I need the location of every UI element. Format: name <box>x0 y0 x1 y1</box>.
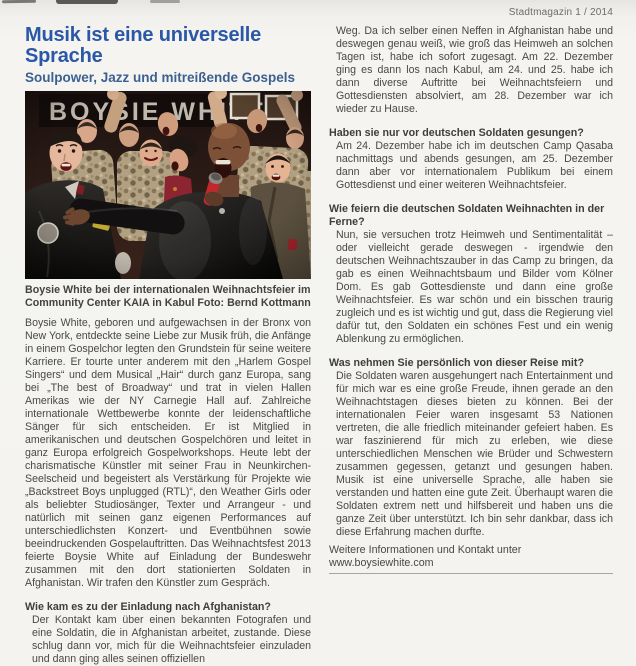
concert-photo-illustration <box>25 91 311 279</box>
scan-artifact <box>150 0 180 3</box>
qa-block-soldiers <box>329 127 613 192</box>
right-column <box>329 25 613 666</box>
scan-artifact <box>2 0 36 3</box>
intro-paragraph: Boysie White, geboren und aufgewachsen in der Bronx von New York, entdeckte seine Liebe zur Musik früh, die Anfänge in einem Gospelchor legten den Grundstein für seine weitere Karriere. Er tourte unter anderem mit den „Harlem Gospel Singers“ und dem Musical „Hair“ durch ganz Europa, sang bei „The best of Broadway“ und trat in vielen Hallen Amerikas wie der NY Carnegie Hall auf. Zahlreiche internationale Wettbewerbe konnte der leidenschaftliche Sänger für sich entscheiden. Er ist Mitglied in amerikanischen und deutschen Gospelchören und leitet in ganz Europa erfolgreich Gospelworkshops. Heute lebt der charismatische Künstler mit seiner Frau in Neunkirchen-Seelscheid und begeistert als Verstärkung für Projekte wie „Backstreet Boys unplugged (RTL)“, den Weather Girls oder als beliebter Studiosänger, Texter und Arrangeur - und natürlich mit seinen ganz eigenen Performances auf unterschiedlichsten Konzert- und Eventbühnen sowie beeindruckenden Gospelauftritten. Das Weihnachtsfest 2013 feierte Boysie White auf Einladung der Bundeswehr zusammen mit den dort stationierten Soldaten in Afghanistan. Wir trafen den Künstler zum Gespräch. <box>25 317 311 589</box>
article-title: Musik ist eine universelle Sprache <box>25 24 262 67</box>
answer-invitation-part1: Der Kontakt kam über einen bekannten Fotografen und eine Soldatin, die in Afghanistan arbeitet, zustande. Diese schlug dann vor, mich für die Weihnachtsfeier einzuladen und dann ging alles seinen offiziellen <box>32 614 311 665</box>
article-subtitle: Soulpower, Jazz und mitreißende Gospels <box>25 70 296 85</box>
answer-christmas: Nun, sie versuchen trotz Heimweh und Sentimentalität – oder vielleicht gerade deswegen - irgendwie den deutschen Weihnachtszauber in das Camp zu bringen, da gab es einen Weihnachtsbaum und Bilder vom Kölner Dom. Es gab Gottesdienste und dann eine große Weihnachtsfeier. Es war schön und ein bisschen traurig zugleich und es ist wichtig und gut, dass die Regierung viel dafür tut, den Soldaten ein schönes Fest und ein wenig Ablenkung zu ermöglichen. <box>336 229 613 345</box>
question-takeaway: Was nehmen Sie persönlich von dieser Reise mit? <box>329 357 584 369</box>
contact-line: Weitere Informationen und Kontakt unter www.boysiewhite.com <box>329 544 613 574</box>
article <box>25 25 613 666</box>
question-christmas: Wie feiern die deutschen Soldaten Weihnachten in der Ferne? <box>329 203 605 228</box>
scan-artifact <box>56 0 118 4</box>
left-column <box>25 25 311 666</box>
answer-soldiers: Am 24. Dezember habe ich im deutschen Camp Qasaba nachmittags und abends gesungen, am 25. Dezember dann aber vor internationalem Publikum bei einem Gottesdienst und einer weiteren Weihnachtsfeier. <box>336 140 613 191</box>
question-invitation: Wie kam es zu der Einladung nach Afghanistan? <box>25 601 271 613</box>
question-soldiers: Haben sie nur vor deutschen Soldaten gesungen? <box>329 127 584 139</box>
masthead: Stadtmagazin 1 / 2014 <box>508 7 613 18</box>
photo-caption: Boysie White bei der internationalen Weihnachtsfeier im Community Center KAIA in Kabul Foto: Bernd Kottmann <box>25 284 311 309</box>
answer-invitation-continuation: Weg. Da ich selber einen Neffen in Afghanistan habe und deswegen genau weiß, wie groß das Heimweh an solchen Tagen ist, habe ich sofort zugesagt. Am 22. Dezember ging es dann los nach Kabul, am 24. und 25. habe ich dann diverse Auftritte bei Weihnachtsfeiern und Gottesdiensten absolviert, am 28. Dezember war ich wieder zu Hause. <box>336 25 613 115</box>
qa-block-takeaway <box>329 357 613 539</box>
qa-block-christmas <box>329 203 613 346</box>
article-photo <box>25 91 311 279</box>
answer-takeaway: Die Soldaten waren ausgehungert nach Entertainment und für mich war es eine große Freude, ihnen gerade an den Weihnachtstagen dieses bieten zu können. Bei der internationalen Feier waren insgesamt 53 Nationen vertreten, die alle friedlich miteinander gefeiert haben. Es war faszinierend für mich zu erleben, wie diese unterschiedlichen Menschen wie Brüder und Schwestern zusammen gegessen, getanzt und gesungen haben. Musik ist eine universelle Sprache, alle haben sie verstanden und hatten eine gute Zeit. Überhaupt waren die Soldaten extrem nett und hilfsbereit und haben uns die ganze Zeit über unterstützt. Ich bin sehr dankbar, dass ich diese Erfahrung machen durfte. <box>336 370 613 538</box>
